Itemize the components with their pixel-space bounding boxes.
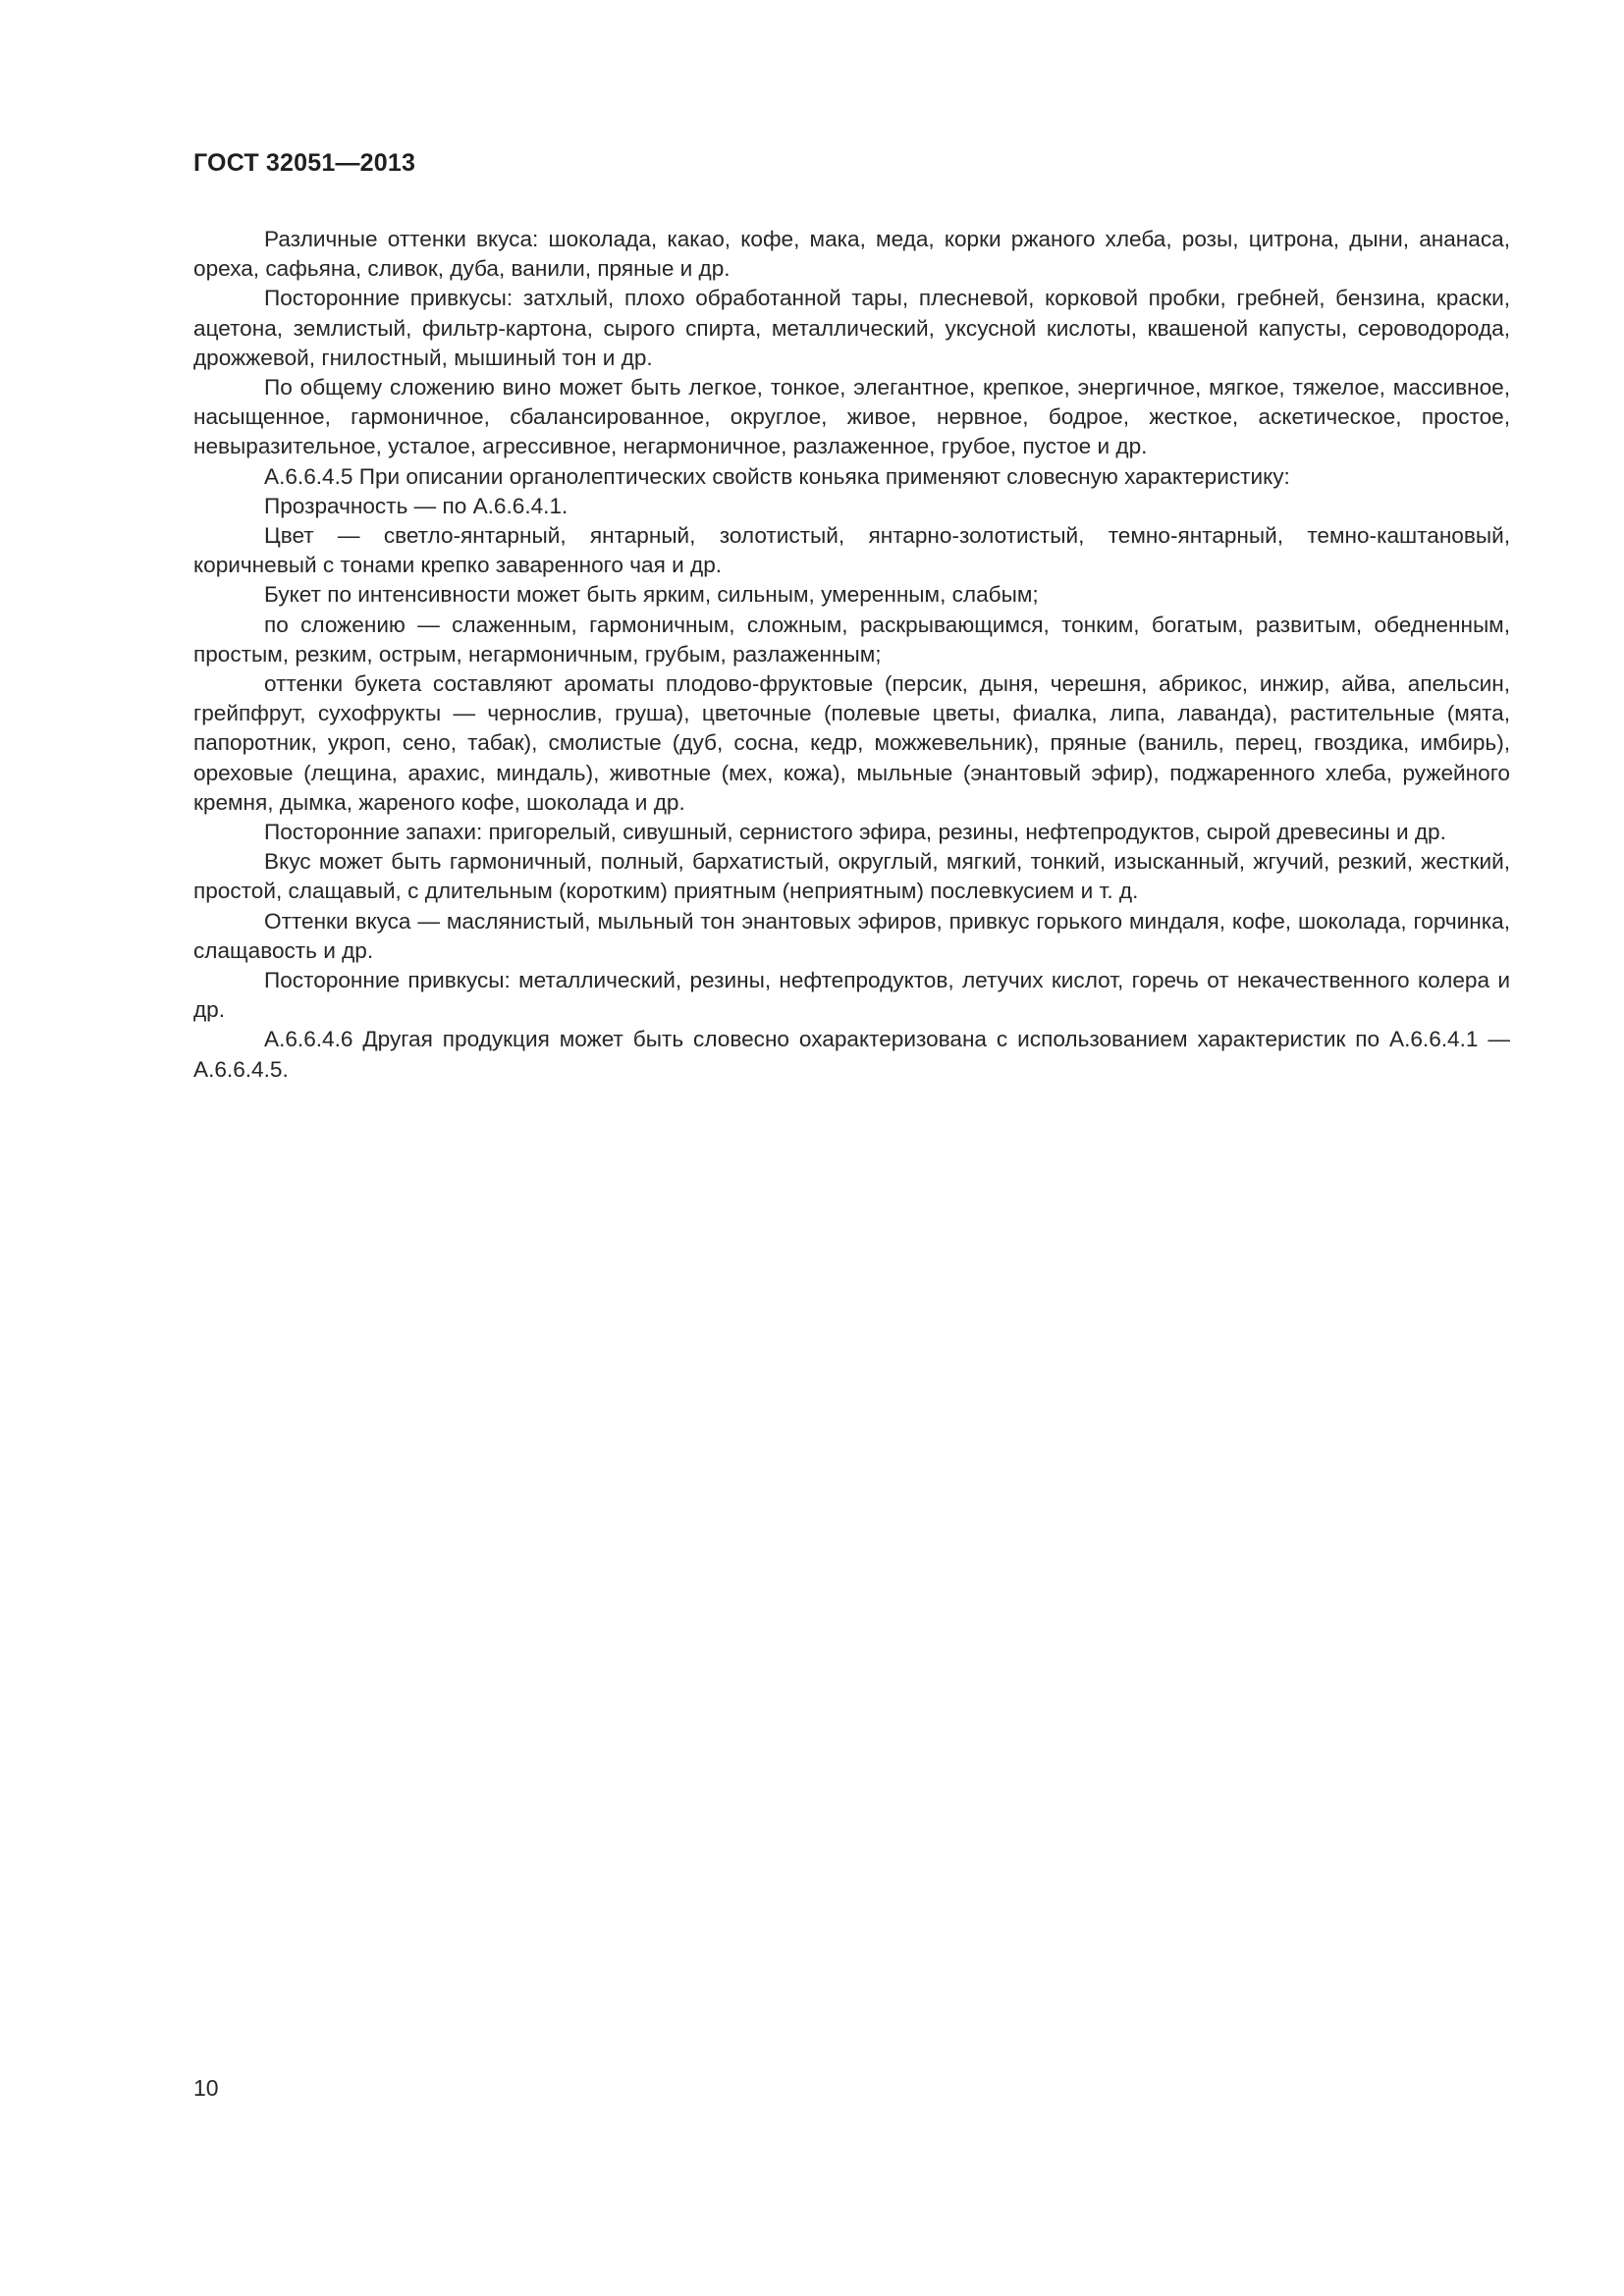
- paragraph: Букет по интенсивности может быть ярким, сильным, умеренным, слабым;: [264, 582, 1039, 608]
- paragraph: Посторонние привкусы: металлический, резины, нефтепродуктов, летучих кислот, горечь от некачественного колера и др.: [193, 968, 1510, 1023]
- paragraph: По общему сложению вино может быть легкое, тонкое, элегантное, крепкое, энергичное, мягкое, тяжелое, массивное, насыщенное, гармоничное, сбалансированное, округлое, живое, нервное, бодрое, жесткое, аскетическое, простое, невыразительное, усталое, агрессивное, негармоничное, разлаженное, грубое, пустое и др.: [193, 375, 1510, 459]
- paragraph: Прозрачность — по А.6.6.4.1.: [264, 493, 568, 518]
- page-number: 10: [193, 2075, 219, 2101]
- paragraph: Различные оттенки вкуса: шоколада, какао, кофе, мака, меда, корки ржаного хлеба, розы, цитрона, дыни, ананаса, ореха, сафьяна, сливок, дуба, ванили, пряные и др.: [193, 227, 1510, 282]
- paragraph: Цвет — светло-янтарный, янтарный, золотистый, янтарно-золотистый, темно-янтарный, темно-каштановый, коричневый с тонами крепко заваренного чая и др.: [193, 523, 1510, 578]
- paragraph: Вкус может быть гармоничный, полный, бархатистый, округлый, мягкий, тонкий, изысканный, жгучий, резкий, жесткий, простой, слащавый, с длительным (коротким) приятным (неприятным) послевкусием и т. д.: [193, 849, 1510, 904]
- paragraph: Оттенки вкуса — маслянистый, мыльный тон энантовых эфиров, привкус горького миндаля, кофе, шоколада, горчинка, слащавость и др.: [193, 908, 1510, 963]
- paragraph: А.6.6.4.6 Другая продукция может быть словесно охарактеризована с использованием характеристик по А.6.6.4.1 — А.6.6.4.5.: [193, 1027, 1510, 1082]
- paragraph: А.6.6.4.5 При описании органолептических свойств коньяка применяют словесную характеристику:: [264, 463, 1290, 489]
- document-header: ГОСТ 32051—2013: [193, 149, 416, 177]
- paragraph: оттенки букета составляют ароматы плодово-фруктовые (персик, дыня, черешня, абрикос, инжир, айва, апельсин, грейпфрут, сухофрукты — чернослив, груша), цветочные (полевые цветы, фиалка, липа, лаванда), растительные (мята, папоротник, укроп, сено, табак), смолистые (дуб, сосна, кедр, можжевельник), пряные (ваниль, перец, гвоздика, имбирь), ореховые (лещина, арахис, миндаль), животные (мех, кожа), мыльные (энантовый эфир), поджаренного хлеба, ружейного кремня, дымка, жареного кофе, шоколада и др.: [193, 671, 1510, 815]
- paragraph: Посторонние запахи: пригорелый, сивушный, сернистого эфира, резины, нефтепродуктов, сырой древесины и др.: [264, 820, 1446, 845]
- document-body: [193, 225, 1510, 1085]
- paragraph: по сложению — слаженным, гармоничным, сложным, раскрывающимся, тонким, богатым, развитым, обедненным, простым, резким, острым, негармоничным, грубым, разлаженным;: [193, 612, 1510, 667]
- paragraph: Посторонние привкусы: затхлый, плохо обработанной тары, плесневой, корковой пробки, гребней, бензина, краски, ацетона, землистый, фильтр-картона, сырого спирта, металлический, уксусной кислоты, квашеной капусты, сероводорода, дрожжевой, гнилостный, мышиный тон и др.: [193, 286, 1510, 370]
